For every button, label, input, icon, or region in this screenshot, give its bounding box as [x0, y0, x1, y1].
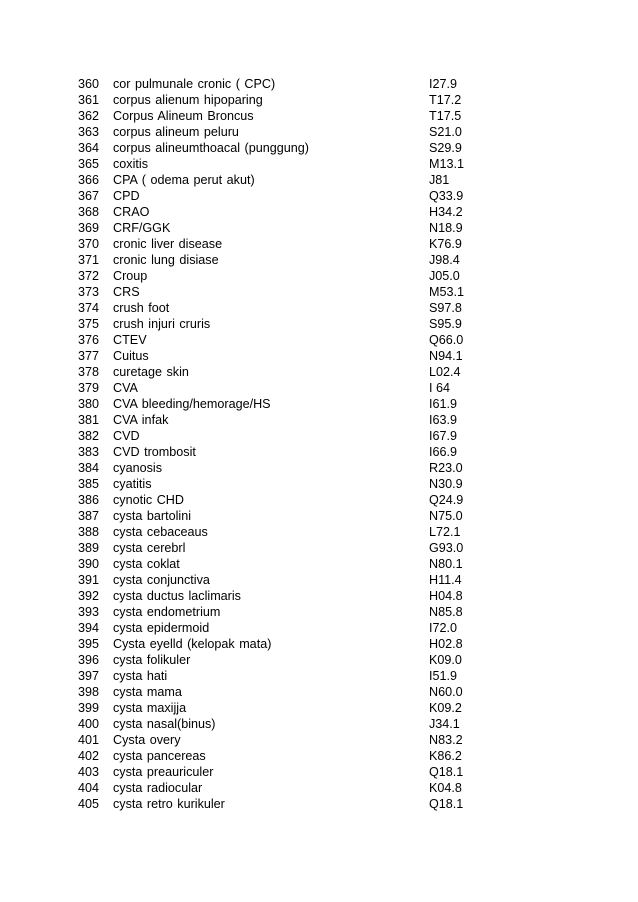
table-row	[78, 652, 598, 668]
row-number: 396	[78, 653, 100, 667]
diagnosis-name: cysta preauriculer	[113, 765, 214, 779]
diagnosis-name: CVA	[113, 381, 138, 395]
row-number: 389	[78, 541, 100, 555]
row-number: 377	[78, 349, 100, 363]
table-row	[78, 684, 598, 700]
icd-code: N75.0	[429, 509, 463, 523]
row-number: 360	[78, 77, 100, 91]
diagnosis-name: cysta retro kurikuler	[113, 797, 225, 811]
row-number: 403	[78, 765, 100, 779]
row-number: 363	[78, 125, 100, 139]
diagnosis-name: corpus alienum hipoparing	[113, 93, 263, 107]
diagnosis-name: cronic lung disiase	[113, 253, 219, 267]
table-row	[78, 780, 598, 796]
diagnosis-name: curetage skin	[113, 365, 189, 379]
icd-code: M53.1	[429, 285, 465, 299]
icd-code: K04.8	[429, 781, 462, 795]
icd-code: H02.8	[429, 637, 463, 651]
diagnosis-name: cysta coklat	[113, 557, 180, 571]
row-number: 379	[78, 381, 100, 395]
row-number: 388	[78, 525, 100, 539]
diagnosis-name: CVD trombosit	[113, 445, 196, 459]
table-row	[78, 156, 598, 172]
icd-code: N60.0	[429, 685, 463, 699]
table-row	[78, 636, 598, 652]
diagnosis-name: CVD	[113, 429, 140, 443]
row-number: 398	[78, 685, 100, 699]
row-number: 405	[78, 797, 100, 811]
row-number: 373	[78, 285, 100, 299]
diagnosis-name: CTEV	[113, 333, 147, 347]
row-number: 401	[78, 733, 100, 747]
icd-code: N94.1	[429, 349, 463, 363]
row-number: 362	[78, 109, 100, 123]
icd-code: K76.9	[429, 237, 462, 251]
icd-code: I27.9	[429, 77, 458, 91]
row-number: 376	[78, 333, 100, 347]
table-row	[78, 300, 598, 316]
icd-code: L02.4	[429, 365, 461, 379]
table-row	[78, 172, 598, 188]
row-number: 371	[78, 253, 100, 267]
diagnosis-name: corpus alineum peluru	[113, 125, 239, 139]
icd-code: S29.9	[429, 141, 462, 155]
icd-code: I67.9	[429, 429, 458, 443]
table-row	[78, 620, 598, 636]
table-row	[78, 460, 598, 476]
icd-code: I63.9	[429, 413, 458, 427]
table-row	[78, 92, 598, 108]
row-number: 386	[78, 493, 100, 507]
table-row	[78, 700, 598, 716]
icd-code: I66.9	[429, 445, 458, 459]
diagnosis-name: crush foot	[113, 301, 170, 315]
diagnosis-name: cysta bartolini	[113, 509, 191, 523]
diagnosis-name: Cysta eyelld (kelopak mata)	[113, 637, 272, 651]
diagnosis-name: CRS	[113, 285, 140, 299]
table-row	[78, 332, 598, 348]
row-number: 395	[78, 637, 100, 651]
diagnosis-name: Cuitus	[113, 349, 149, 363]
table-row	[78, 268, 598, 284]
icd-code: Q33.9	[429, 189, 464, 203]
row-number: 361	[78, 93, 100, 107]
diagnosis-name: CRAO	[113, 205, 150, 219]
diagnosis-name: cysta radiocular	[113, 781, 203, 795]
table-row	[78, 108, 598, 124]
table-row	[78, 588, 598, 604]
row-number: 384	[78, 461, 100, 475]
diagnosis-name: Croup	[113, 269, 148, 283]
row-number: 375	[78, 317, 100, 331]
diagnosis-name: cysta conjunctiva	[113, 573, 210, 587]
row-number: 385	[78, 477, 100, 491]
table-row	[78, 284, 598, 300]
table-row	[78, 444, 598, 460]
row-number: 404	[78, 781, 100, 795]
diagnosis-name: cysta nasal(binus)	[113, 717, 216, 731]
row-number: 372	[78, 269, 100, 283]
table-row	[78, 348, 598, 364]
table-row	[78, 540, 598, 556]
table-row	[78, 524, 598, 540]
diagnosis-name: cysta ductus laclimaris	[113, 589, 241, 603]
diagnosis-name: cysta pancereas	[113, 749, 206, 763]
row-number: 382	[78, 429, 100, 443]
row-number: 374	[78, 301, 100, 315]
diagnosis-code-table	[78, 76, 598, 812]
icd-code: I72.0	[429, 621, 458, 635]
icd-code: N18.9	[429, 221, 463, 235]
table-row	[78, 748, 598, 764]
icd-code: H11.4	[429, 573, 462, 587]
table-row	[78, 732, 598, 748]
table-row	[78, 796, 598, 812]
diagnosis-name: cysta folikuler	[113, 653, 191, 667]
row-number: 370	[78, 237, 100, 251]
icd-code: G93.0	[429, 541, 464, 555]
diagnosis-name: Cysta overy	[113, 733, 181, 747]
icd-code: I61.9	[429, 397, 458, 411]
table-row	[78, 492, 598, 508]
icd-code: N80.1	[429, 557, 463, 571]
diagnosis-name: cyanosis	[113, 461, 162, 475]
diagnosis-name: cysta cerebrl	[113, 541, 186, 555]
icd-code: N83.2	[429, 733, 463, 747]
icd-code: K09.2	[429, 701, 462, 715]
diagnosis-name: cor pulmunale cronic ( CPC)	[113, 77, 276, 91]
table-row	[78, 188, 598, 204]
row-number: 381	[78, 413, 100, 427]
table-row	[78, 124, 598, 140]
diagnosis-name: cynotic CHD	[113, 493, 184, 507]
table-row	[78, 252, 598, 268]
icd-code: N85.8	[429, 605, 463, 619]
row-number: 378	[78, 365, 100, 379]
icd-code: S95.9	[429, 317, 462, 331]
icd-code: H04.8	[429, 589, 463, 603]
diagnosis-name: coxitis	[113, 157, 148, 171]
row-number: 393	[78, 605, 100, 619]
diagnosis-name: CVA bleeding/hemorage/HS	[113, 397, 271, 411]
icd-code: J34.1	[429, 717, 460, 731]
icd-code: R23.0	[429, 461, 463, 475]
table-row	[78, 716, 598, 732]
diagnosis-name: cysta maxijja	[113, 701, 187, 715]
diagnosis-name: cysta endometrium	[113, 605, 221, 619]
table-row	[78, 364, 598, 380]
row-number: 367	[78, 189, 100, 203]
icd-code: M13.1	[429, 157, 465, 171]
table-row	[78, 412, 598, 428]
icd-code: J98.4	[429, 253, 460, 267]
row-number: 383	[78, 445, 100, 459]
icd-code: I51.9	[429, 669, 458, 683]
diagnosis-name: cysta mama	[113, 685, 182, 699]
icd-code: J05.0	[429, 269, 460, 283]
icd-code: T17.5	[429, 109, 462, 123]
icd-code: Q18.1	[429, 797, 464, 811]
diagnosis-name: cronic liver disease	[113, 237, 223, 251]
table-row	[78, 76, 598, 92]
diagnosis-name: CPA ( odema perut akut)	[113, 173, 255, 187]
table-row	[78, 396, 598, 412]
table-row	[78, 140, 598, 156]
table-row	[78, 204, 598, 220]
icd-code: K86.2	[429, 749, 462, 763]
table-row	[78, 236, 598, 252]
table-row	[78, 556, 598, 572]
row-number: 369	[78, 221, 100, 235]
icd-code: Q24.9	[429, 493, 464, 507]
row-number: 387	[78, 509, 100, 523]
table-row	[78, 316, 598, 332]
diagnosis-name: cysta cebaceaus	[113, 525, 208, 539]
row-number: 397	[78, 669, 100, 683]
table-row	[78, 508, 598, 524]
icd-code: Q18.1	[429, 765, 464, 779]
row-number: 391	[78, 573, 100, 587]
icd-code: L72.1	[429, 525, 461, 539]
table-row	[78, 428, 598, 444]
row-number: 392	[78, 589, 100, 603]
table-row	[78, 476, 598, 492]
table-row	[78, 764, 598, 780]
row-number: 402	[78, 749, 100, 763]
row-number: 380	[78, 397, 100, 411]
diagnosis-name: corpus alineumthoacal (punggung)	[113, 141, 309, 155]
row-number: 365	[78, 157, 100, 171]
diagnosis-name: cysta hati	[113, 669, 168, 683]
icd-code: T17.2	[429, 93, 462, 107]
table-row	[78, 572, 598, 588]
row-number: 400	[78, 717, 100, 731]
icd-code: S21.0	[429, 125, 462, 139]
row-number: 368	[78, 205, 100, 219]
icd-code: S97.8	[429, 301, 462, 315]
table-row	[78, 668, 598, 684]
diagnosis-name: cysta epidermoid	[113, 621, 210, 635]
diagnosis-name: crush injuri cruris	[113, 317, 211, 331]
row-number: 390	[78, 557, 100, 571]
icd-code: J81	[429, 173, 450, 187]
row-number: 394	[78, 621, 100, 635]
table-row	[78, 220, 598, 236]
icd-code: H34.2	[429, 205, 463, 219]
row-number: 399	[78, 701, 100, 715]
table-row	[78, 604, 598, 620]
diagnosis-name: CRF/GGK	[113, 221, 171, 235]
diagnosis-name: cyatitis	[113, 477, 152, 491]
diagnosis-name: CVA infak	[113, 413, 169, 427]
row-number: 366	[78, 173, 100, 187]
diagnosis-name: Corpus Alineum Broncus	[113, 109, 254, 123]
row-number: 364	[78, 141, 100, 155]
icd-code: I 64	[429, 381, 451, 395]
diagnosis-name: CPD	[113, 189, 140, 203]
icd-code: K09.0	[429, 653, 462, 667]
table-row	[78, 380, 598, 396]
icd-code: Q66.0	[429, 333, 464, 347]
icd-code: N30.9	[429, 477, 463, 491]
